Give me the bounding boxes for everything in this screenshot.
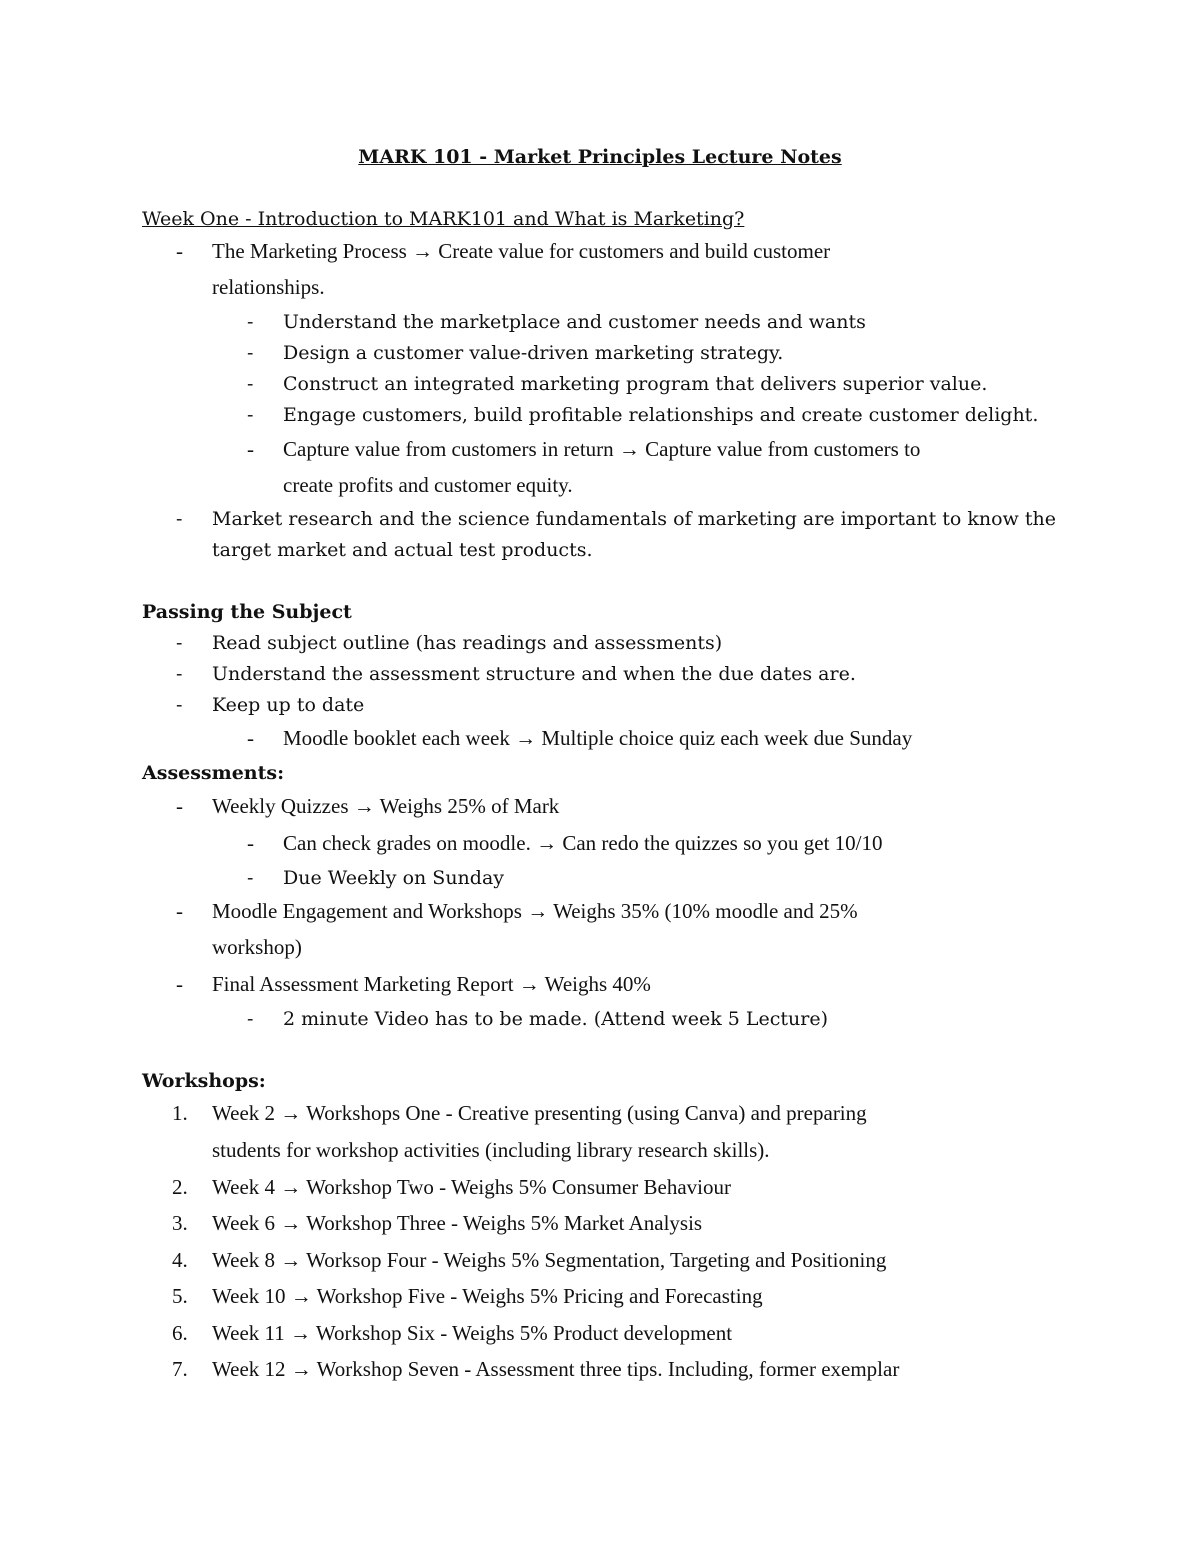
bullet-dash: -: [247, 867, 254, 889]
workshops-heading: Workshops:: [142, 1070, 266, 1092]
list-item: 4. Week 8 → Worksop Four - Weighs 5% Segmentation, Targeting and Positioning: [212, 1242, 886, 1278]
list-item: - Moodle booklet each week → Multiple choice quiz each week due Sunday: [283, 720, 912, 756]
list-number: 7.: [172, 1357, 188, 1381]
list-number: 6.: [172, 1321, 188, 1345]
list-item: - Engage customers, build profitable relationships and create customer delight.: [283, 400, 1038, 430]
list-item-continuation: relationships.: [212, 275, 325, 299]
list-item: - The Marketing Process → Create value for customers and build customer: [212, 233, 830, 269]
list-item: - Market research and the science fundamentals of marketing are important to know the: [212, 504, 1056, 534]
assessments-heading: Assessments:: [142, 762, 285, 784]
list-item-continuation: workshop): [212, 935, 302, 959]
list-item: 2. Week 4 → Workshop Two - Weighs 5% Consumer Behaviour: [212, 1169, 731, 1205]
bullet-dash: -: [176, 694, 183, 716]
bullet-dash: -: [176, 632, 183, 654]
list-item-continuation: target market and actual test products.: [212, 539, 593, 561]
passing-heading: Passing the Subject: [142, 601, 352, 623]
list-item: 7. Week 12 → Workshop Seven - Assessment three tips. Including, former exemplar: [212, 1351, 899, 1387]
list-item: 3. Week 6 → Workshop Three - Weighs 5% Market Analysis: [212, 1205, 702, 1241]
list-item: - Read subject outline (has readings and assessments): [212, 628, 722, 658]
bullet-dash: -: [247, 726, 254, 750]
bullet-dash: -: [247, 373, 254, 395]
bullet-dash: -: [176, 899, 183, 923]
bullet-dash: -: [176, 663, 183, 685]
list-item: - Moodle Engagement and Workshops → Weighs 35% (10% moodle and 25%: [212, 893, 858, 929]
week-one-heading: Week One - Introduction to MARK101 and What is Marketing?: [142, 208, 745, 230]
bullet-dash: -: [176, 794, 183, 818]
bullet-dash: -: [176, 239, 183, 263]
list-item: - Due Weekly on Sunday: [283, 863, 504, 893]
list-number: 1.: [172, 1101, 188, 1125]
list-item: - 2 minute Video has to be made. (Attend week 5 Lecture): [283, 1004, 828, 1034]
list-number: 3.: [172, 1211, 188, 1235]
bullet-dash: -: [247, 311, 254, 333]
list-item: - Understand the marketplace and customer needs and wants: [283, 307, 866, 337]
bullet-dash: -: [176, 508, 183, 530]
list-item-continuation: create profits and customer equity.: [283, 473, 573, 497]
list-item: - Understand the assessment structure and when the due dates are.: [212, 659, 856, 689]
page-title: MARK 101 - Market Principles Lecture Notes: [358, 146, 842, 168]
bullet-dash: -: [247, 404, 254, 426]
bullet-dash: -: [176, 972, 183, 996]
bullet-dash: -: [247, 437, 254, 461]
list-item: 6. Week 11 → Workshop Six - Weighs 5% Product development: [212, 1315, 732, 1351]
list-item: - Can check grades on moodle. → Can redo the quizzes so you get 10/10: [283, 825, 883, 861]
list-item: - Capture value from customers in return → Capture value from customers to: [283, 431, 920, 467]
list-item: - Weekly Quizzes → Weighs 25% of Mark: [212, 788, 559, 824]
list-number: 2.: [172, 1175, 188, 1199]
list-number: 4.: [172, 1248, 188, 1272]
list-item: 1. Week 2 → Workshops One - Creative presenting (using Canva) and preparing: [212, 1095, 867, 1131]
list-item: - Design a customer value-driven marketing strategy.: [283, 338, 783, 368]
bullet-dash: -: [247, 342, 254, 364]
bullet-dash: -: [247, 1008, 254, 1030]
bullet-dash: -: [247, 831, 254, 855]
list-item-continuation: students for workshop activities (including library research skills).: [212, 1138, 770, 1162]
list-item: 5. Week 10 → Workshop Five - Weighs 5% Pricing and Forecasting: [212, 1278, 763, 1314]
list-item: - Final Assessment Marketing Report → Weighs 40%: [212, 966, 651, 1002]
list-number: 5.: [172, 1284, 188, 1308]
list-item: - Keep up to date: [212, 690, 364, 720]
list-item: - Construct an integrated marketing program that delivers superior value.: [283, 369, 987, 399]
